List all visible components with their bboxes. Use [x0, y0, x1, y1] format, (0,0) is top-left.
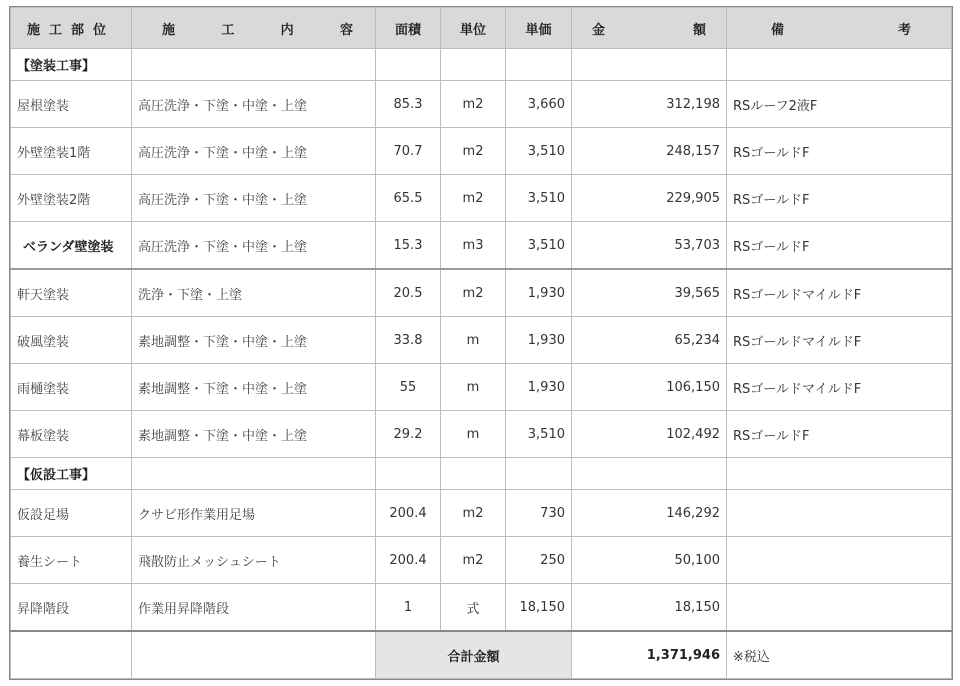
cell-note: RSゴールドマイルドF — [727, 364, 952, 411]
cell-note — [727, 584, 952, 632]
total-amount: 1,371,946 — [572, 631, 727, 679]
cell-area: 200.4 — [376, 537, 441, 584]
cell-unit: m2 — [441, 269, 506, 317]
estimate-table — [10, 7, 952, 679]
cell-amount: 248,157 — [572, 128, 727, 175]
cell-area: 70.7 — [376, 128, 441, 175]
header-note-char: 考 — [897, 22, 911, 38]
cell-amount: 65,234 — [572, 317, 727, 364]
cell-content: 洗浄・下塗・上塗 — [132, 269, 376, 317]
table-row — [11, 128, 952, 175]
cell-area: 200.4 — [376, 490, 441, 537]
cell-price: 1,930 — [506, 269, 572, 317]
cell-price: 3,510 — [506, 128, 572, 175]
section-row — [11, 49, 952, 81]
table-row — [11, 411, 952, 458]
header-site: 施工部位 — [11, 8, 132, 49]
cell-price: 730 — [506, 490, 572, 537]
cell-note: RSゴールドF — [727, 222, 952, 270]
cell-unit: m3 — [441, 222, 506, 270]
cell-amount: 102,492 — [572, 411, 727, 458]
cell-content: クサビ形作業用足場 — [132, 490, 376, 537]
header-amount-char: 金 — [592, 22, 606, 38]
cell-amount: 50,100 — [572, 537, 727, 584]
cell-unit: m2 — [441, 81, 506, 128]
cell-site: 破風塗装 — [11, 317, 132, 364]
cell-note — [727, 537, 952, 584]
cell-price: 1,930 — [506, 317, 572, 364]
cell-amount: 18,150 — [572, 584, 727, 632]
cell-site: 軒天塗装 — [11, 269, 132, 317]
cell-area: 20.5 — [376, 269, 441, 317]
cell-price: 3,510 — [506, 411, 572, 458]
cell-price: 250 — [506, 537, 572, 584]
cell-content: 素地調整・下塗・中塗・上塗 — [132, 364, 376, 411]
cell-unit: m — [441, 411, 506, 458]
cell-note — [727, 490, 952, 537]
cell-price: 18,150 — [506, 584, 572, 632]
cell-price: 3,660 — [506, 81, 572, 128]
cell-note: RSゴールドF — [727, 411, 952, 458]
header-content-char: 工 — [221, 22, 235, 38]
cell-note: RSルーフ2液F — [727, 81, 952, 128]
cell-amount: 53,703 — [572, 222, 727, 270]
header-note — [727, 8, 952, 49]
table-row — [11, 222, 952, 270]
cell-area: 29.2 — [376, 411, 441, 458]
cell-amount: 146,292 — [572, 490, 727, 537]
table-row — [11, 490, 952, 537]
cell-note: RSゴールドマイルドF — [727, 269, 952, 317]
table-row — [11, 269, 952, 317]
cell-unit: m — [441, 317, 506, 364]
section-row — [11, 458, 952, 490]
cell-content: 高圧洗浄・下塗・中塗・上塗 — [132, 81, 376, 128]
header-amount-char: 額 — [692, 22, 706, 38]
cell-unit: m — [441, 364, 506, 411]
total-row — [11, 631, 952, 679]
total-note: ※税込 — [727, 631, 952, 679]
cell-content: 高圧洗浄・下塗・中塗・上塗 — [132, 175, 376, 222]
table-row — [11, 364, 952, 411]
cell-note: RSゴールドF — [727, 175, 952, 222]
cell-site: ベランダ壁塗装 — [11, 222, 132, 270]
header-price: 単価 — [506, 8, 572, 49]
cell-area: 33.8 — [376, 317, 441, 364]
cell-area: 65.5 — [376, 175, 441, 222]
section-label: 【塗装工事】 — [11, 49, 132, 81]
cell-site: 外壁塗装1階 — [11, 128, 132, 175]
header-amount — [572, 8, 727, 49]
cell-amount: 106,150 — [572, 364, 727, 411]
cell-amount: 229,905 — [572, 175, 727, 222]
cell-unit: m2 — [441, 175, 506, 222]
cell-amount: 39,565 — [572, 269, 727, 317]
cell-note: RSゴールドマイルドF — [727, 317, 952, 364]
cell-price: 3,510 — [506, 175, 572, 222]
table-row — [11, 81, 952, 128]
cell-unit: 式 — [441, 584, 506, 632]
cell-site: 幕板塗装 — [11, 411, 132, 458]
cell-unit: m2 — [441, 128, 506, 175]
cell-unit: m2 — [441, 490, 506, 537]
cell-price: 1,930 — [506, 364, 572, 411]
table-row — [11, 175, 952, 222]
table-row — [11, 584, 952, 632]
cell-content: 素地調整・下塗・中塗・上塗 — [132, 411, 376, 458]
section-label: 【仮設工事】 — [11, 458, 132, 490]
cell-amount: 312,198 — [572, 81, 727, 128]
cell-price: 3,510 — [506, 222, 572, 270]
header-note-char: 備 — [771, 22, 785, 38]
table-row — [11, 537, 952, 584]
header-unit: 単位 — [441, 8, 506, 49]
total-label: 合計金額 — [376, 631, 572, 679]
cell-site: 屋根塗装 — [11, 81, 132, 128]
cell-site: 仮設足場 — [11, 490, 132, 537]
cell-content: 高圧洗浄・下塗・中塗・上塗 — [132, 222, 376, 270]
table-row — [11, 317, 952, 364]
header-content-char: 容 — [339, 22, 353, 38]
cell-area: 85.3 — [376, 81, 441, 128]
cell-site: 昇降階段 — [11, 584, 132, 632]
cell-content: 素地調整・下塗・中塗・上塗 — [132, 317, 376, 364]
cell-site: 雨樋塗装 — [11, 364, 132, 411]
cell-site: 外壁塗装2階 — [11, 175, 132, 222]
cell-content: 作業用昇降階段 — [132, 584, 376, 632]
header-row — [11, 8, 952, 49]
header-content-char: 内 — [280, 22, 294, 38]
cell-area: 1 — [376, 584, 441, 632]
header-content-char: 施 — [162, 22, 176, 38]
cell-site: 養生シート — [11, 537, 132, 584]
header-content — [132, 8, 376, 49]
cell-area: 55 — [376, 364, 441, 411]
cell-unit: m2 — [441, 537, 506, 584]
cell-note: RSゴールドF — [727, 128, 952, 175]
cell-content: 飛散防止メッシュシート — [132, 537, 376, 584]
header-area: 面積 — [376, 8, 441, 49]
cell-area: 15.3 — [376, 222, 441, 270]
cell-content: 高圧洗浄・下塗・中塗・上塗 — [132, 128, 376, 175]
